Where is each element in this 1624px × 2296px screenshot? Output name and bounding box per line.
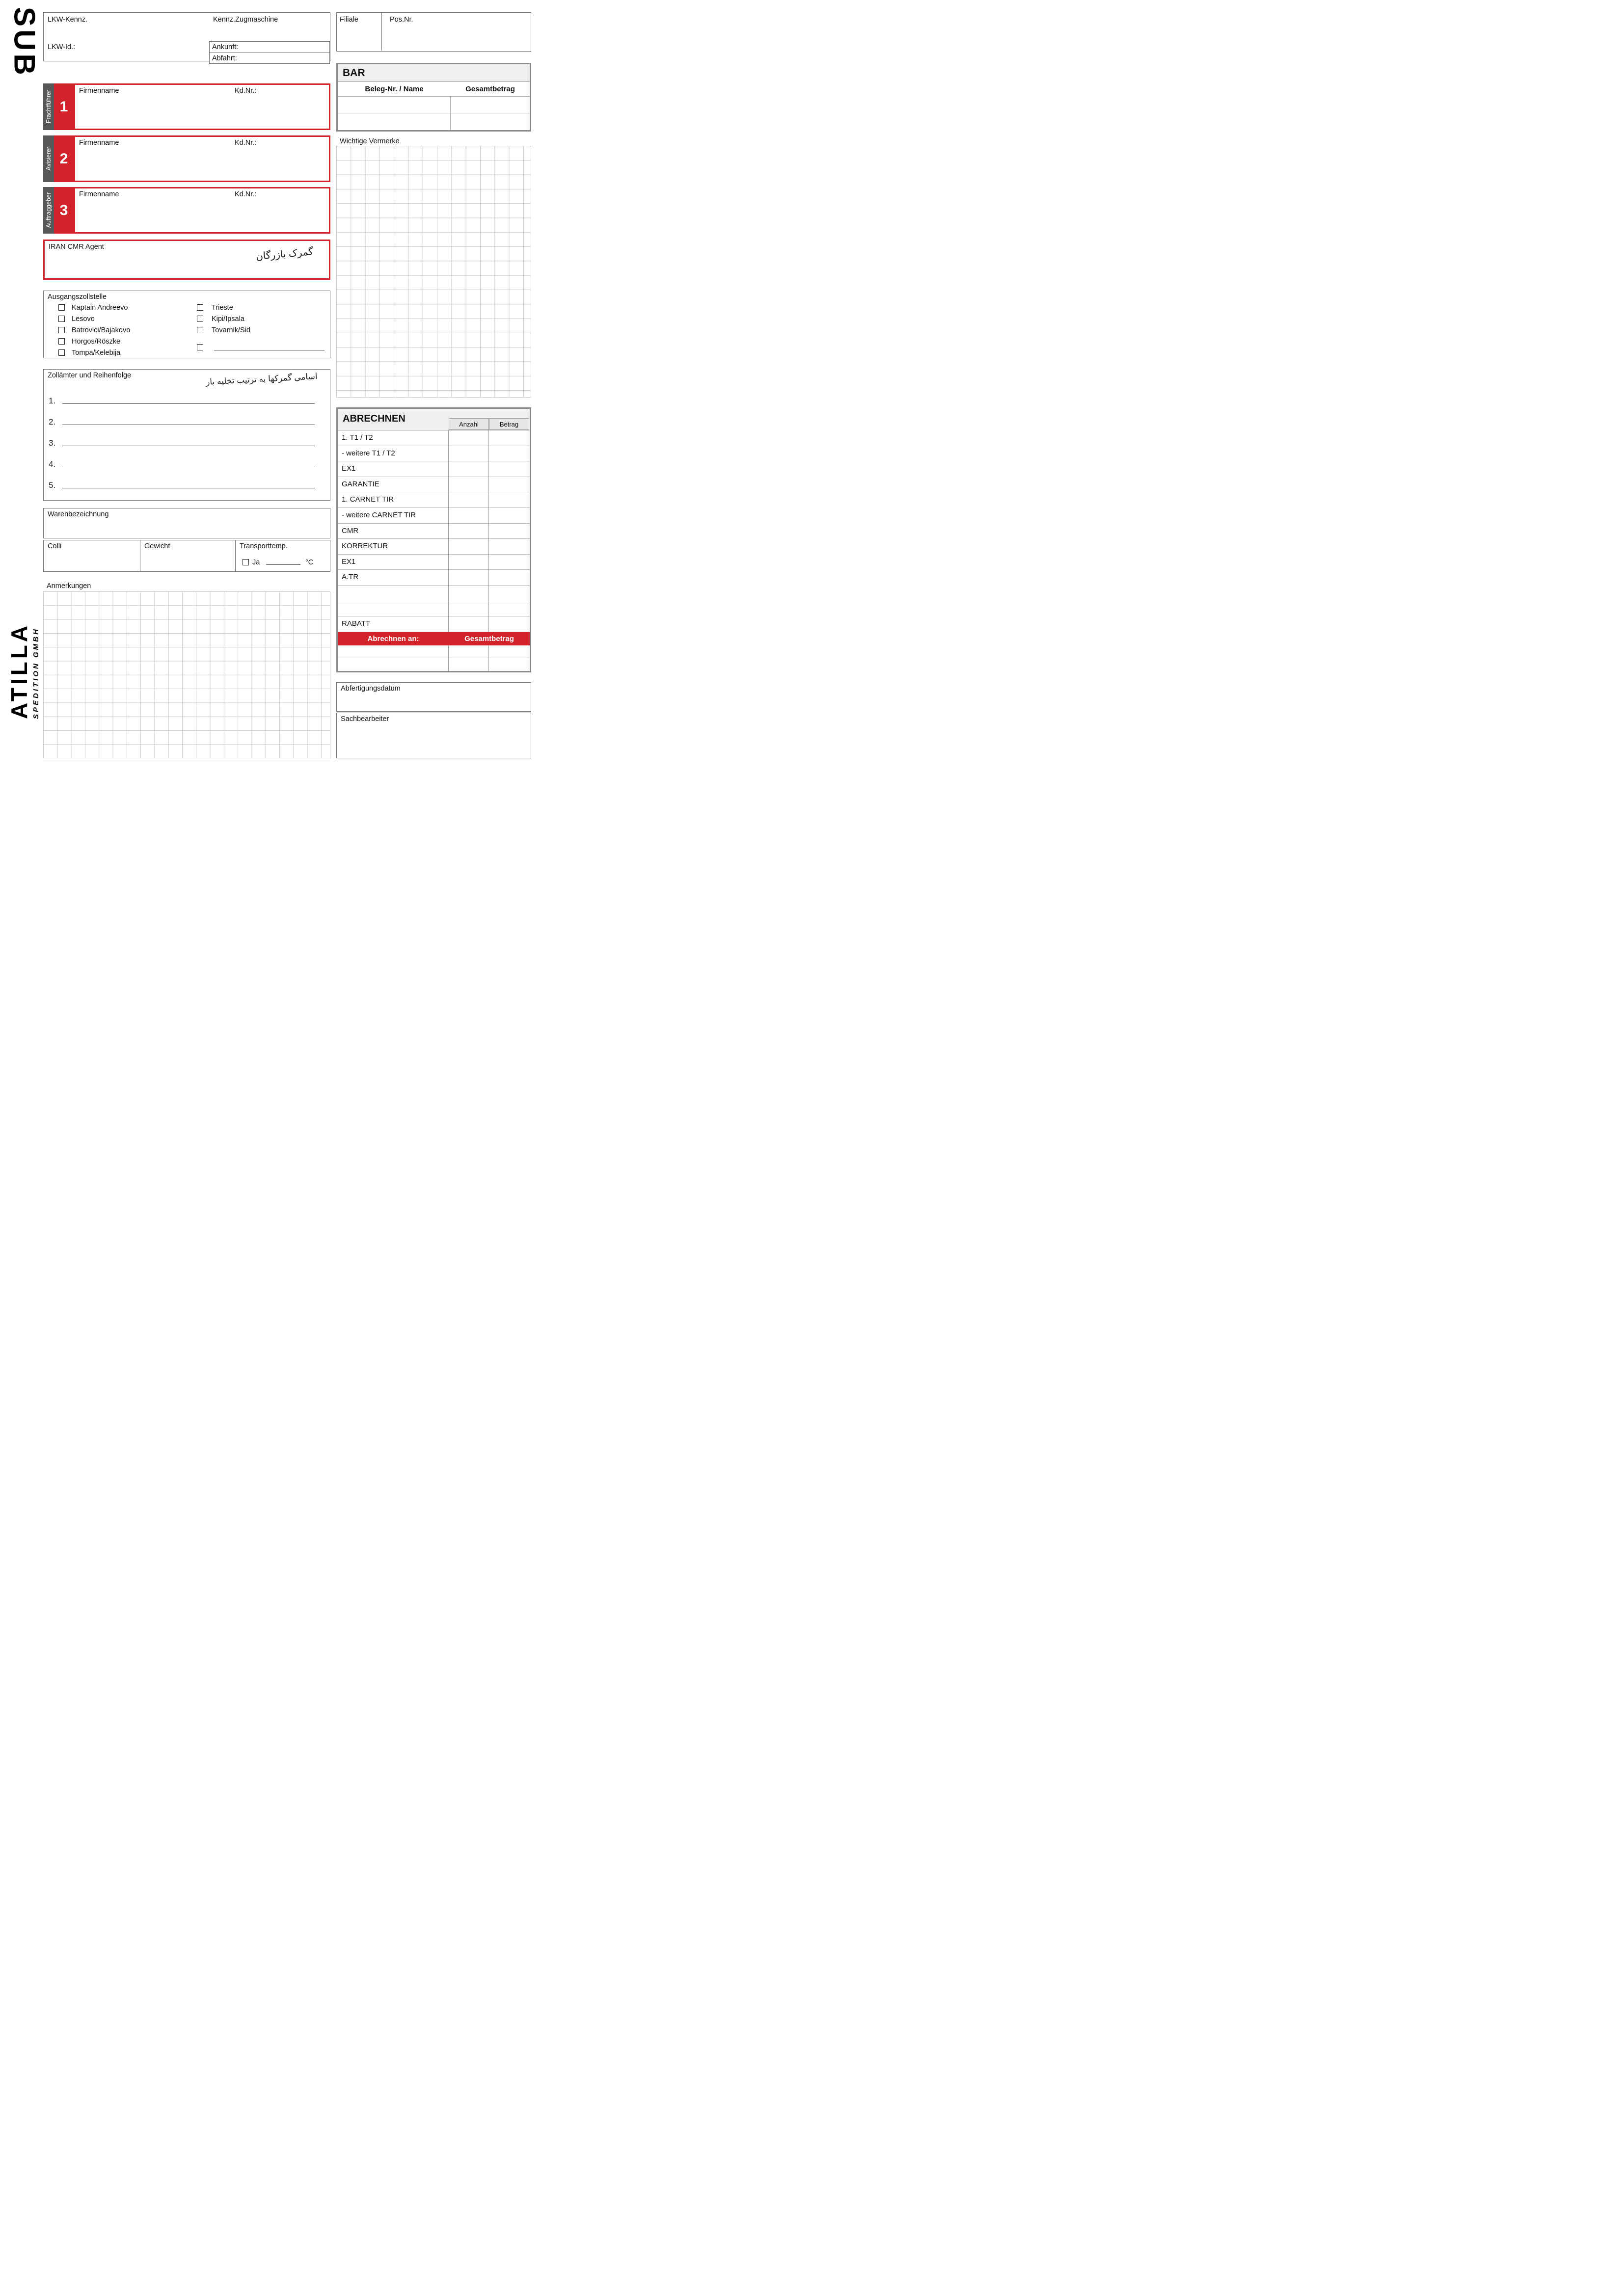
lkw-kennz-field[interactable]	[48, 26, 195, 39]
anzahl-cell[interactable]	[449, 524, 489, 539]
betrag-cell[interactable]	[489, 586, 530, 601]
transporttemp-cell[interactable]	[236, 540, 330, 572]
kdnr-label: Kd.Nr.:	[235, 190, 257, 198]
betrag-column-header: Betrag	[489, 418, 529, 430]
anzahl-cell[interactable]	[449, 477, 489, 493]
filiale-field[interactable]	[337, 13, 382, 51]
anzahl-cell[interactable]	[449, 570, 489, 586]
zollaemter-title: Zollämter und Reihenfolge	[48, 372, 132, 379]
option-label: Horgos/Röszke	[72, 338, 121, 346]
role-strip-auftraggeber	[43, 187, 54, 234]
filiale-label: Filiale	[340, 16, 358, 24]
checkbox-other-customs[interactable]	[197, 344, 203, 350]
abrechnen-row-garantie	[338, 477, 530, 493]
betrag-cell[interactable]	[489, 570, 530, 586]
abrechnen-tail-row	[338, 658, 530, 671]
role-label: Avisierer	[45, 147, 52, 171]
form-page	[0, 0, 541, 766]
handwriting-farsi-order: اسامی گمرکها به ترتیب تخلیه بار	[205, 372, 318, 387]
party-number: 1	[59, 98, 68, 115]
brand-name-text: ATILLA	[6, 622, 32, 719]
row-label: 1. T1 / T2	[338, 430, 449, 446]
anzahl-cell[interactable]	[449, 658, 489, 671]
role-strip-frachtfuehrer	[43, 83, 54, 130]
bar-col-beleg: Beleg-Nr. / Name	[365, 85, 424, 93]
abrechnen-row-ex1	[338, 461, 530, 477]
role-strip-avisierer	[43, 135, 54, 182]
abrechnen-row-ex1-2	[338, 555, 530, 570]
abrechnen-row-rabatt	[338, 616, 530, 632]
row-label: CMR	[338, 524, 449, 539]
anzahl-cell[interactable]	[449, 555, 489, 570]
gewicht-cell[interactable]	[140, 540, 236, 572]
brand-atilla	[7, 579, 31, 719]
gesamtbetrag-field[interactable]	[489, 645, 530, 658]
anzahl-column-header: Anzahl	[449, 418, 489, 430]
brand-subtitle	[30, 540, 41, 719]
customs-line-5[interactable]	[62, 487, 315, 488]
firmenname-label: Firmenname	[79, 87, 119, 95]
bar-row	[338, 97, 530, 113]
warenbezeichnung-box[interactable]	[43, 508, 330, 538]
bar-beleg-cell[interactable]	[338, 113, 451, 130]
firmenname-label: Firmenname	[79, 190, 119, 198]
abrechnen-an-field[interactable]	[338, 645, 449, 658]
gewicht-label: Gewicht	[144, 542, 170, 550]
form-code-text: SUB	[8, 7, 41, 78]
abrechnen-row-carnet-tir	[338, 492, 530, 508]
vermerke-title: Wichtige Vermerke	[340, 137, 400, 145]
abrechnen-row-weitere-carnet-tir	[338, 508, 530, 524]
warenbezeichnung-title: Warenbezeichnung	[48, 510, 109, 518]
party-content-frachtfuehrer[interactable]	[74, 83, 330, 130]
row-label: RABATT	[338, 616, 449, 632]
option-label: Kaptain Andreevo	[72, 304, 128, 312]
checkbox-trieste[interactable]	[197, 304, 203, 311]
row-label: A.TR	[338, 570, 449, 586]
anmerkungen-title: Anmerkungen	[47, 582, 91, 590]
checkbox-tovarnik-sid[interactable]	[197, 327, 203, 333]
iran-cmr-agent-box[interactable]	[43, 240, 330, 280]
row-label: - weitere T1 / T2	[338, 446, 449, 462]
line-number: 2.	[49, 417, 56, 427]
checkbox-tompa-kelebija[interactable]	[58, 349, 65, 356]
bar-betrag-cell[interactable]	[451, 113, 530, 130]
bar-row	[338, 113, 530, 130]
anzahl-cell[interactable]	[449, 492, 489, 508]
ja-label: Ja	[252, 559, 260, 566]
checkbox-kaptain-andreevo[interactable]	[58, 304, 65, 311]
option-label: Batrovici/Bajakovo	[72, 326, 131, 334]
anzahl-cell[interactable]	[449, 461, 489, 477]
betrag-cell[interactable]	[489, 430, 530, 446]
ausgangszollstelle-title: Ausgangszollstelle	[48, 293, 107, 301]
customs-line-1[interactable]	[62, 403, 315, 404]
row-label	[338, 601, 449, 617]
abrechnen-header	[338, 409, 530, 430]
party-number-strip	[54, 187, 74, 234]
party-number: 2	[59, 150, 68, 167]
anzahl-cell[interactable]	[449, 586, 489, 601]
party-box-auftraggeber	[43, 187, 330, 234]
party-box-avisierer	[43, 135, 330, 182]
kdnr-label: Kd.Nr.:	[235, 87, 257, 95]
row-label: GARANTIE	[338, 477, 449, 493]
abrechnen-box	[336, 407, 531, 672]
party-number-strip	[54, 135, 74, 182]
anzahl-cell[interactable]	[449, 616, 489, 632]
line-number: 3.	[49, 438, 56, 448]
party-content-avisierer[interactable]	[74, 135, 330, 182]
handwriting-farsi-customs: گمرک بازرگان	[255, 246, 314, 263]
row-label: - weitere CARNET TIR	[338, 508, 449, 524]
abrechnen-row-weitere-t1t2	[338, 446, 530, 462]
anzahl-cell[interactable]	[449, 508, 489, 524]
abrechnen-an-field[interactable]	[338, 658, 449, 671]
measures-row	[43, 540, 330, 572]
sachbearbeiter-box[interactable]	[336, 713, 531, 758]
bar-betrag-cell[interactable]	[451, 97, 530, 113]
transporttemp-label: Transporttemp.	[240, 542, 288, 550]
lkw-id-label: LKW-Id.:	[48, 43, 76, 51]
row-label: EX1	[338, 555, 449, 570]
line-number: 5.	[49, 481, 56, 490]
arrival-departure-box	[209, 41, 330, 64]
option-label: Lesovo	[72, 315, 95, 323]
customs-line-4[interactable]	[62, 466, 315, 467]
bar-col-gesamtbetrag: Gesamtbetrag	[465, 85, 515, 93]
branch-box	[336, 12, 531, 52]
anmerkungen-grid[interactable]	[43, 591, 330, 758]
row-label: 1. CARNET TIR	[338, 492, 449, 508]
bar-header-row	[338, 82, 530, 97]
betrag-cell[interactable]	[489, 616, 530, 632]
abrechnen-an-label: Abrechnen an:	[367, 634, 419, 643]
role-label: Frachtführer	[45, 90, 52, 124]
party-number-strip	[54, 83, 74, 130]
customs-line-3[interactable]	[62, 445, 315, 446]
temp-value-line[interactable]	[266, 558, 300, 565]
truck-header-box	[43, 12, 330, 61]
anzahl-cell[interactable]	[449, 430, 489, 446]
betrag-cell[interactable]	[489, 492, 530, 508]
party-number: 3	[59, 202, 68, 218]
gesamtbetrag-label: Gesamtbetrag	[464, 634, 514, 643]
abfertigungsdatum-box[interactable]	[336, 682, 531, 712]
colli-label: Colli	[48, 542, 62, 550]
anzahl-cell[interactable]	[449, 601, 489, 617]
bar-box	[336, 63, 531, 132]
anzahl-cell[interactable]	[449, 645, 489, 658]
bar-beleg-cell[interactable]	[338, 97, 451, 113]
anzahl-cell[interactable]	[449, 446, 489, 462]
abrechnen-row-atr	[338, 570, 530, 586]
betrag-cell[interactable]	[489, 461, 530, 477]
row-label: EX1	[338, 461, 449, 477]
checkbox-lesovo[interactable]	[58, 316, 65, 322]
abrechnen-row-empty	[338, 586, 530, 601]
role-label: Auftraggeber	[45, 192, 52, 228]
customs-line-2[interactable]	[62, 424, 315, 425]
firmenname-label: Firmenname	[79, 139, 119, 147]
lkw-kennz-label: LKW-Kennz.	[48, 16, 88, 24]
checkbox-batrovici-bajakovo[interactable]	[58, 327, 65, 333]
iran-cmr-agent-label: IRAN CMR Agent	[49, 243, 104, 251]
anzahl-cell[interactable]	[449, 539, 489, 555]
abrechnen-row-cmr	[338, 524, 530, 539]
option-label: Kipi/Ipsala	[212, 315, 244, 323]
ausgangszollstelle-box	[43, 291, 330, 358]
bar-title-strip	[338, 64, 530, 82]
betrag-cell[interactable]	[489, 555, 530, 570]
betrag-cell[interactable]	[489, 524, 530, 539]
colli-cell[interactable]	[43, 540, 140, 572]
celsius-label: °C	[305, 559, 314, 566]
bar-title: BAR	[343, 67, 365, 79]
party-content-auftraggeber[interactable]	[74, 187, 330, 234]
abfertigungsdatum-label: Abfertigungsdatum	[341, 685, 401, 693]
sachbearbeiter-label: Sachbearbeiter	[341, 715, 389, 723]
kdnr-label: Kd.Nr.:	[235, 139, 257, 147]
checkbox-kipi-ipsala[interactable]	[197, 316, 203, 322]
party-box-frachtfuehrer	[43, 83, 330, 130]
row-label	[338, 586, 449, 601]
abfahrt-label: Abfahrt:	[212, 54, 237, 62]
line-number: 4.	[49, 459, 56, 469]
line-number: 1.	[49, 396, 56, 405]
brand-subtitle-text: SPEDITION GMBH	[31, 627, 40, 719]
betrag-cell[interactable]	[489, 601, 530, 617]
abrechnen-tail-row	[338, 645, 530, 658]
abrechnen-row-korrektur	[338, 539, 530, 555]
vermerke-grid[interactable]	[336, 146, 531, 398]
other-customs-line[interactable]	[214, 344, 325, 350]
abrechnen-row-t1t2	[338, 430, 530, 446]
abrechnen-title: ABRECHNEN	[343, 413, 406, 424]
betrag-cell[interactable]	[489, 477, 530, 493]
betrag-cell[interactable]	[489, 508, 530, 524]
ankunft-label: Ankunft:	[212, 43, 239, 51]
checkbox-horgos-roeszke[interactable]	[58, 338, 65, 345]
pos-nr-label: Pos.Nr.	[390, 16, 413, 24]
option-label: Trieste	[212, 304, 233, 312]
form-code-sub	[9, 7, 40, 105]
gesamtbetrag-field[interactable]	[489, 658, 530, 671]
pos-nr-field[interactable]	[386, 27, 523, 48]
row-label: KORREKTUR	[338, 539, 449, 555]
betrag-cell[interactable]	[489, 446, 530, 462]
betrag-cell[interactable]	[489, 539, 530, 555]
abrechnen-total-bar	[338, 632, 530, 645]
option-label: Tompa/Kelebija	[72, 349, 121, 357]
abrechnen-row-empty	[338, 601, 530, 617]
zollaemter-box	[43, 369, 330, 501]
option-label: Tovarnik/Sid	[212, 326, 250, 334]
temp-ja-checkbox[interactable]	[243, 559, 249, 565]
kennz-zugmaschine-label: Kennz.Zugmaschine	[213, 16, 278, 24]
